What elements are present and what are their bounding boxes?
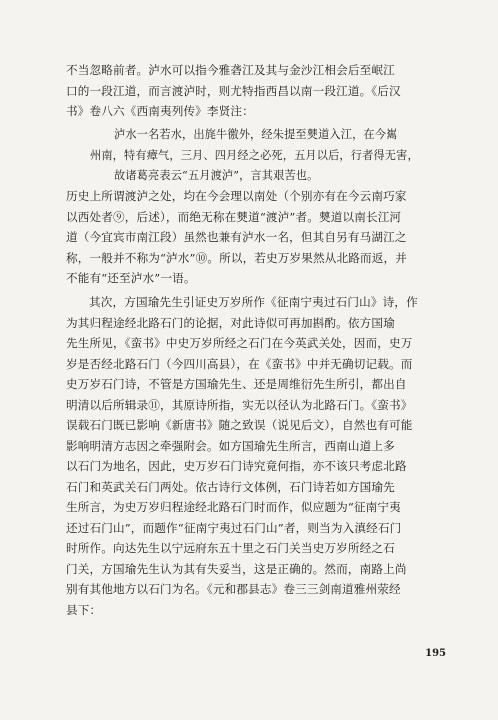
block-quote	[90, 125, 436, 187]
page-number: 195	[425, 648, 446, 659]
text-line: 误载石门既已影响《新唐书》随之致误（说见后文），自然也有可能	[66, 418, 413, 432]
text-line: 影响明清方志因之牵强附会。如方国瑜先生所言，西南山道上多	[66, 438, 395, 453]
text-line: 口的一段江道，而言渡泸时，则尤特指西昌以南一段江道。《后汉	[66, 83, 401, 98]
text-line: 岁是否经北路石门（今四川高县），在《蛮书》中并无确切记载。而	[66, 356, 413, 371]
quote-line: 州南，特有瘴气，三月、四月经之必死，五月以后，行者得无害，	[90, 148, 419, 162]
text-line: 门关，方国瑜先生认为其有失妥当，这是正确的。然而，南路上尚	[66, 561, 407, 576]
text-line: 道（今宜宾市南江段）虽然也兼有泸水一名，但其自另有马湖江之	[66, 230, 407, 244]
text-line: 史万岁石门诗，不管是方国瑜先生、还是周维衍先生所引，都出自	[66, 377, 407, 391]
text-line: 明清以后所辑录⑪，其原诗所指，实无以径认为北路石门。《蛮书》	[66, 397, 413, 412]
text-line: 县下：	[66, 602, 102, 617]
text-line: 为其归程途经北路石门的论据，对此诗似可再加斟酌。依方国瑜	[66, 315, 395, 330]
text-line: 生所言，为史万岁归程途经北路石门时而作，似应题为“征南宁夷	[66, 500, 401, 514]
quote-line: 泸水一名若水，出旄牛徼外，经朱提至僰道入江，在今嶲	[114, 128, 398, 141]
text-line: 时所作。向达先生以宁远府东五十里之石门关当史万岁所经之石	[66, 541, 395, 555]
text-line: 以石门为地名，因此，史万岁石门诗究竟何指，亦不该只考虑北路	[66, 459, 407, 473]
paragraph-2	[66, 186, 448, 289]
paragraph-1	[66, 60, 448, 122]
text-line: 还过石门山”，而题作“征南宁夷过石门山”者，则当为入滇经石门	[66, 520, 402, 535]
text-line: 先生所见，《蛮书》中史万岁所经之石门在今英武关处，因而，史万	[66, 336, 413, 350]
text-line: 石门和英武关石门两处。依古诗行文体例，石门诗若如方国瑜先	[66, 479, 395, 494]
text-line: 历史上所谓渡泸之处，均在今会理以南处（个别亦有在今云南巧家	[66, 189, 407, 203]
text-line: 不当忽略前者。泸水可以指今雅砻江及其与金沙江相会后至岷江	[66, 63, 395, 77]
text-line: 称，一般并不称为“泸水”⑩。所以，若史万岁果然从北路而返，并	[66, 250, 407, 265]
text-line: 不能有“还至泸水”一语。	[66, 271, 196, 285]
paragraph-3	[66, 292, 448, 620]
text-line: 别有其他地方以石门为名。《元和郡县志》卷三三剑南道雅州荥经	[66, 582, 401, 596]
quote-line: 故诸葛亮表云“五月渡泸”，言其艰苦也。	[114, 169, 319, 182]
text-line: 以西处者⑨，后述），而绝无称在僰道“渡泸”者。僰道以南长江河	[66, 209, 402, 224]
text-line: 其次，方国瑜先生引证史万岁所作《征南宁夷过石门山》诗，作	[89, 295, 418, 309]
text-line: 书》卷八六《西南夷列传》李贤注：	[66, 104, 254, 118]
